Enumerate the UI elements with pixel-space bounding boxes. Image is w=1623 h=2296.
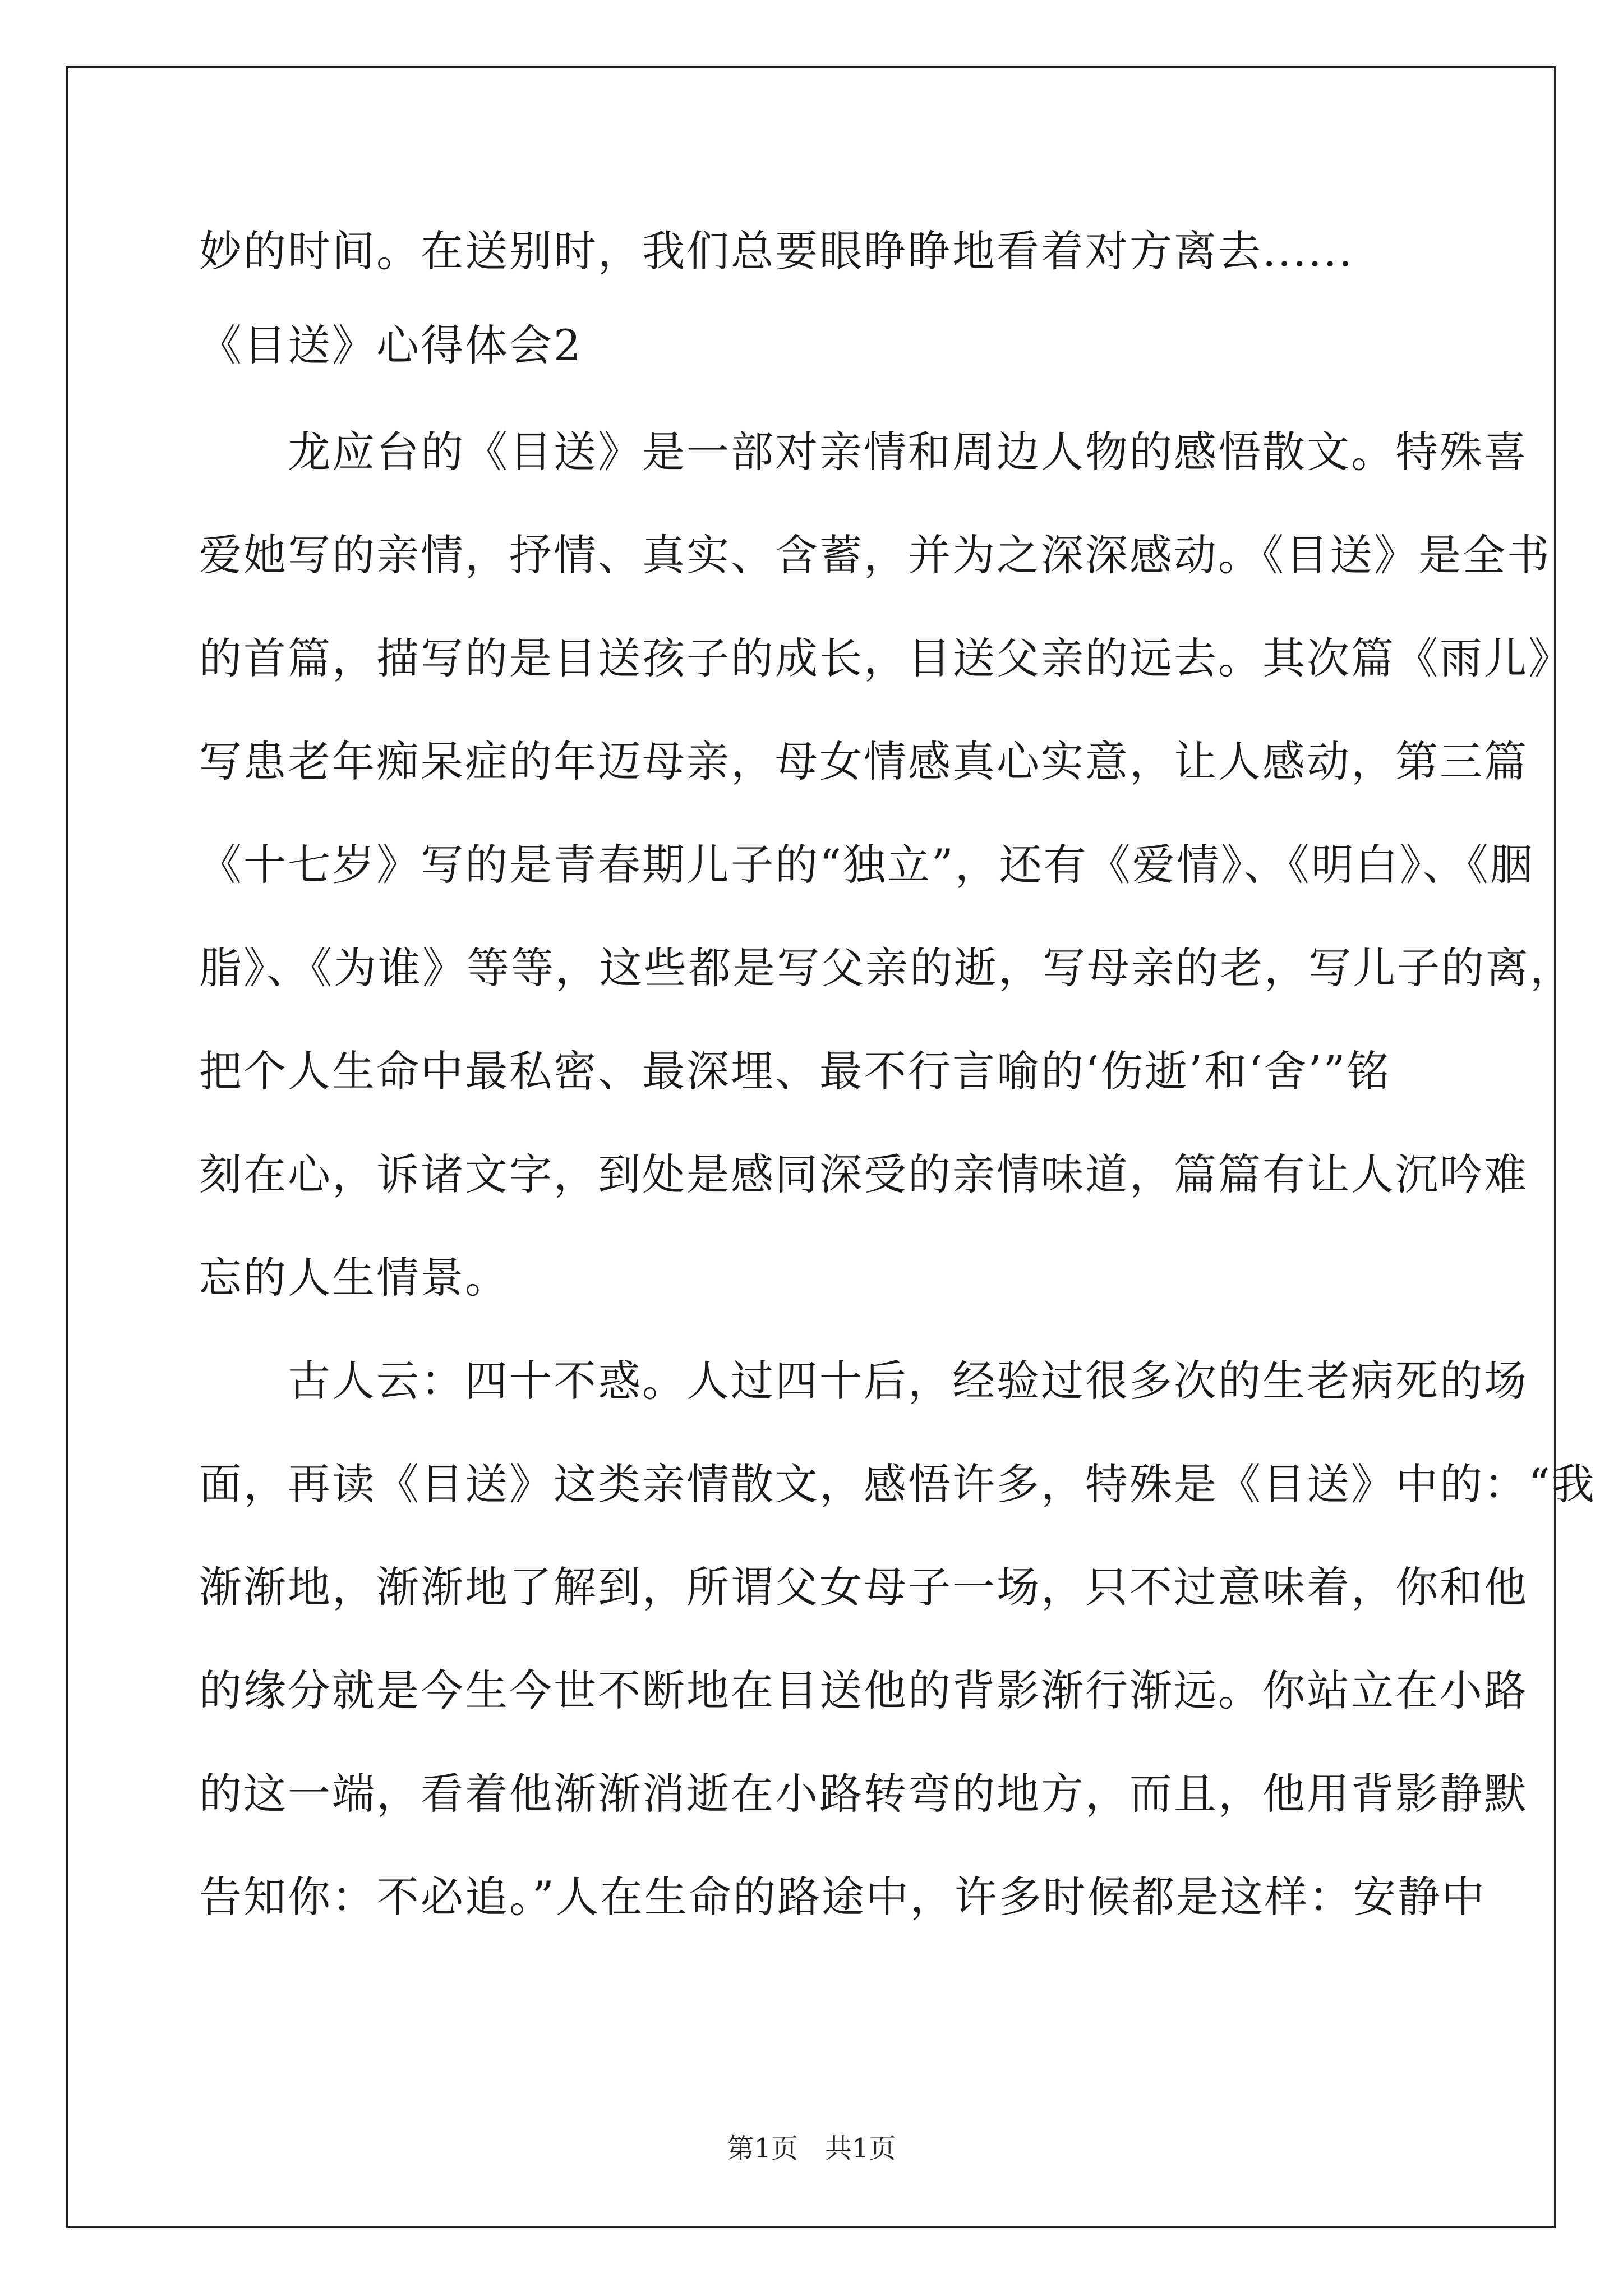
text-line-15: 的缘分就是今生今世不断地在目送他的背影渐行渐远。你站立在小路 [199, 1665, 1528, 1715]
text-line-12: 古人云：四十不惑。人过四十后，经验过很多次的生老病死的场 [199, 1356, 1528, 1406]
text-line-4: 爱她写的亲情，抒情、真实、含蓄，并为之深深感动。《目送》是全书 [199, 530, 1551, 580]
text-line-16: 的这一端，看着他渐渐消逝在小路转弯的地方，而且，他用背影静默 [199, 1769, 1528, 1819]
text-line-1: 妙的时间。在送别时，我们总要眼睁睁地看着对方离去...... [199, 226, 1354, 276]
page-number-footer: 第1页 共1页 [727, 2133, 896, 2164]
text-line-13: 面，再读《目送》这类亲情散文，感悟许多，特殊是《目送》中的：“我 [199, 1459, 1596, 1509]
text-line-9: 把个人生命中最私密、最深埋、最不行言喻的‘伤逝’和‘舍’”铭 [199, 1046, 1391, 1096]
text-line-11: 忘的人生情景。 [199, 1253, 509, 1303]
text-line-10: 刻在心，诉诸文字，到处是感同深受的亲情味道，篇篇有让人沉吟难 [199, 1149, 1528, 1199]
text-line-14: 渐渐地，渐渐地了解到，所谓父女母子一场，只不过意味着，你和他 [199, 1562, 1528, 1612]
text-line-5: 的首篇，描写的是目送孩子的成长，目送父亲的远去。其次篇《雨儿》 [199, 633, 1573, 683]
section-heading: 《目送》心得体会2 [199, 320, 583, 370]
text-line-17: 告知你：不必追。”人在生命的路途中，许多时候都是这样：安静中 [199, 1872, 1486, 1922]
text-line-6: 写患老年痴呆症的年迈母亲，母女情感真心实意，让人感动，第三篇 [199, 737, 1528, 786]
text-line-8: 脂》、《为谁》等等，这些都是写父亲的逝，写母亲的老，写儿子的离， [199, 943, 1574, 993]
text-line-7: 《十七岁》写的是青春期儿子的“独立”，还有《爱情》、《明白》、《胭 [199, 840, 1534, 890]
text-line-3: 龙应台的《目送》是一部对亲情和周边人物的感悟散文。特殊喜 [199, 427, 1528, 477]
